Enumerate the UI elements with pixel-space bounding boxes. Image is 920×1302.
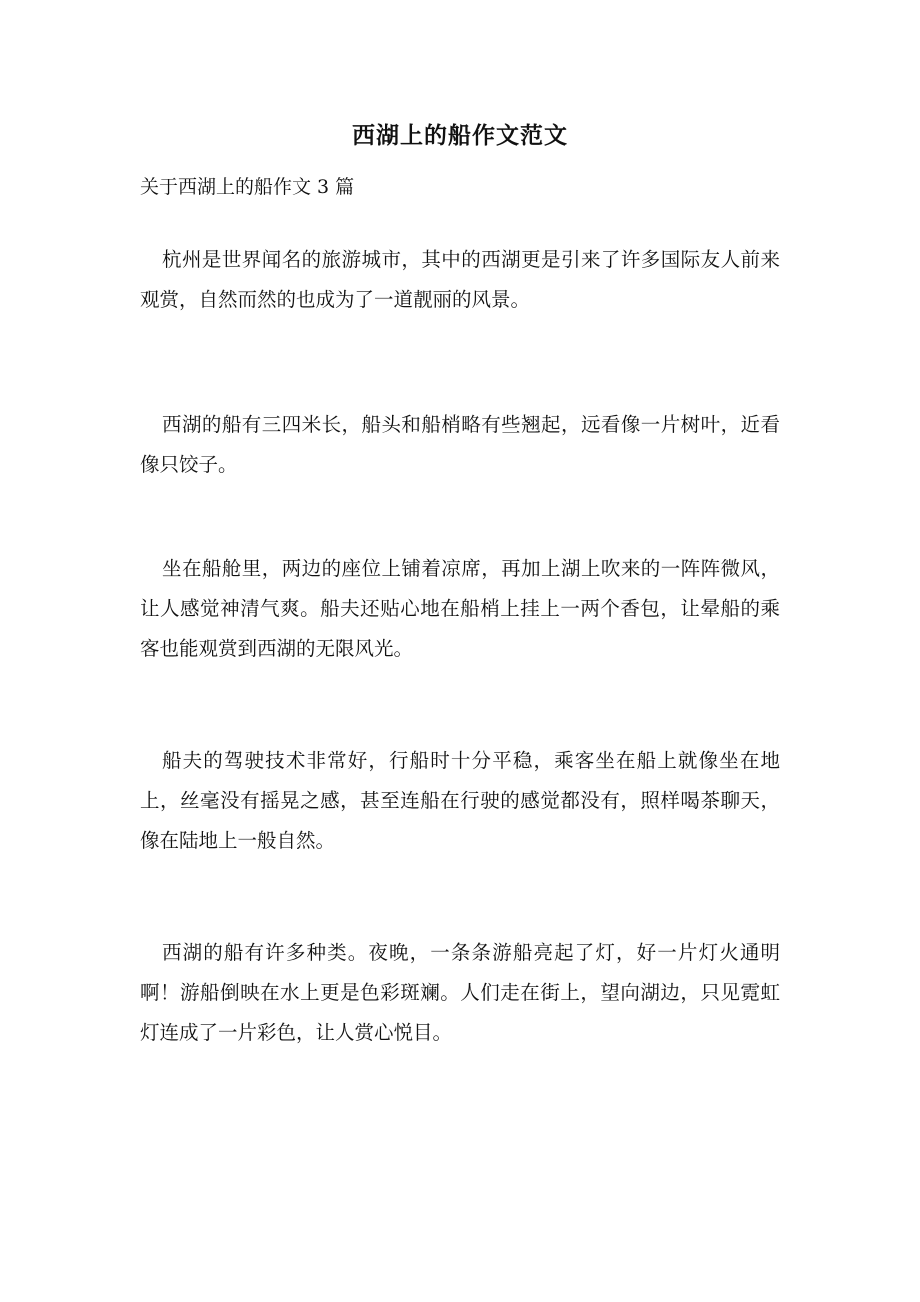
paragraph-1: 杭州是世界闻名的旅游城市，其中的西湖更是引来了许多国际友人前来观赏，自然而然的也成为了一道靓丽的风景。 — [140, 248, 780, 311]
paragraph-4: 船夫的驾驶技术非常好，行船时十分平稳，乘客坐在船上就像坐在地上，丝毫没有摇晃之感，甚至连船在行驶的感觉都没有，照样喝茶聊天，像在陆地上一般自然。 — [140, 749, 780, 852]
document-title: 西湖上的船作文范文 — [352, 122, 568, 149]
document-subtitle: 关于西湖上的船作文 3 篇 — [140, 176, 355, 198]
paragraph-5: 西湖的船有许多种类。夜晚，一条条游船亮起了灯，好一片灯火通明啊！游船倒映在水上更是色彩斑斓。人们走在街上，望向湖边，只见霓虹灯连成了一片彩色，让人赏心悦目。 — [140, 941, 780, 1044]
paragraph-2: 西湖的船有三四米长，船头和船梢略有些翘起，远看像一片树叶，近看像只饺子。 — [140, 413, 780, 476]
paragraph-3: 坐在船舱里，两边的座位上铺着凉席，再加上湖上吹来的一阵阵微风，让人感觉神清气爽。船夫还贴心地在船梢上挂上一两个香包，让晕船的乘客也能观赏到西湖的无限风光。 — [140, 557, 780, 660]
